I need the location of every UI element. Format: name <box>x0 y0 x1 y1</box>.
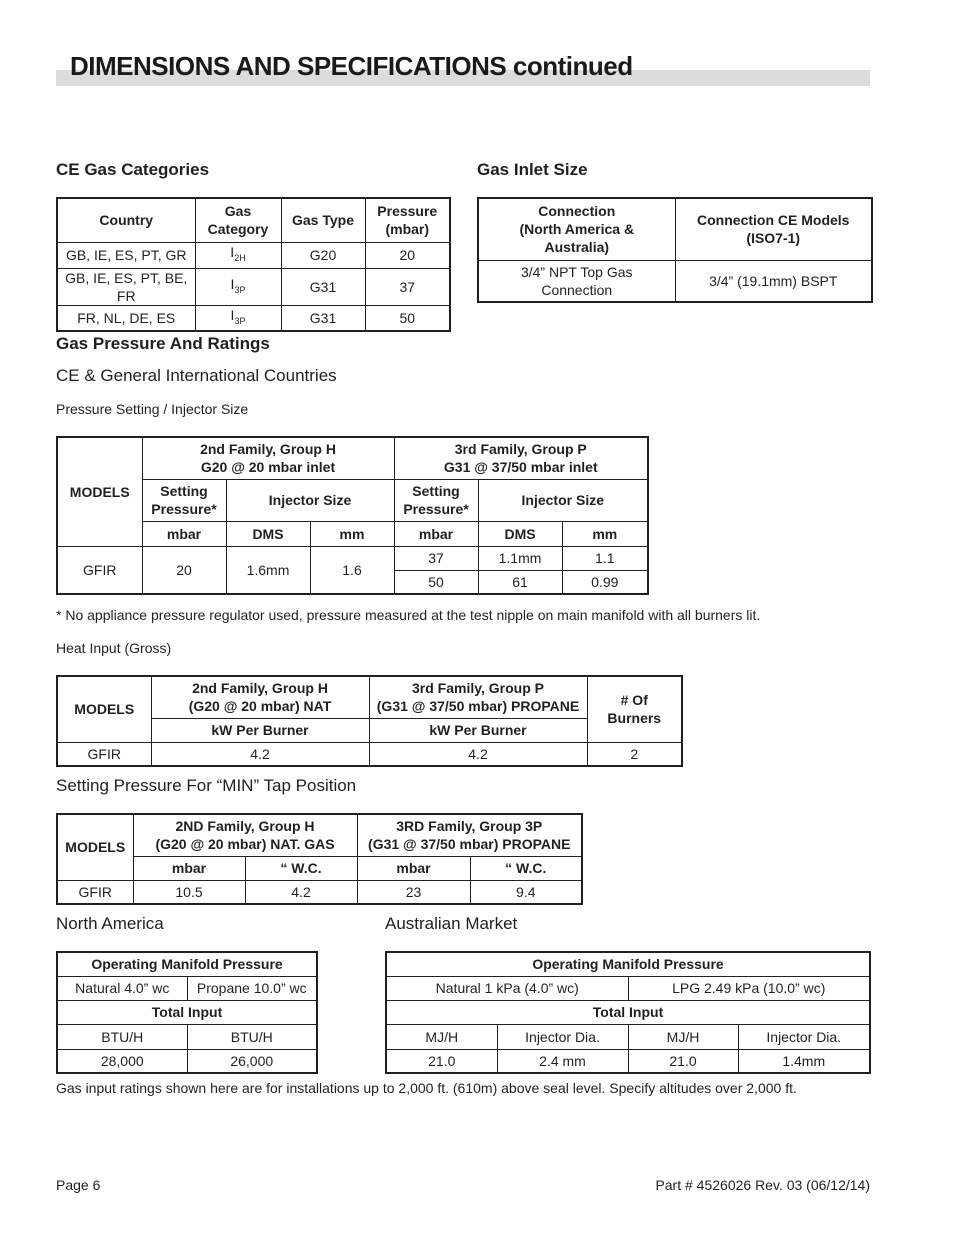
model-cell: GFIR <box>57 742 151 766</box>
subheader-row <box>57 479 648 521</box>
header-total-input: Total Input <box>386 1000 870 1024</box>
min-header-row <box>57 814 582 856</box>
header-3rd-family: 3rd Family, Group P G31 @ 37/50 mbar inlet <box>394 437 648 479</box>
fam3-mm-cell: 1.1 <box>562 546 648 570</box>
part-number: Part # 4526026 Rev. 03 (06/12/14) <box>655 1177 870 1193</box>
fam3-kw-cell: 4.2 <box>369 742 587 766</box>
table-row <box>57 268 450 305</box>
pressure-injector-table <box>56 436 649 595</box>
header-kw-per-burner: kW Per Burner <box>151 718 369 742</box>
table-row <box>57 742 682 766</box>
pressure-cell: 50 <box>365 305 450 331</box>
column-label-cell: MJ/H <box>628 1024 738 1049</box>
value-cell: 28,000 <box>57 1049 187 1073</box>
connection-ce-cell: 3/4” (19.1mm) BSPT <box>675 260 872 302</box>
table-row <box>57 880 582 904</box>
fam3-mm-cell: 0.99 <box>562 570 648 594</box>
value-cell: 1.4mm <box>738 1049 870 1073</box>
min-tap-heading: Setting Pressure For “MIN” Tap Position <box>56 776 357 795</box>
fam3-mbar-cell: 50 <box>394 570 478 594</box>
unit-mm: mm <box>310 521 394 546</box>
unit-mm: mm <box>562 521 648 546</box>
total-input-row <box>386 1000 870 1024</box>
connection-na-cell: 3/4” NPT Top Gas Connection <box>478 260 675 302</box>
header-models: MODELS <box>57 814 133 880</box>
australia-table <box>385 951 871 1074</box>
value-cell: 9.4 <box>470 880 582 904</box>
propane-cell: Propane 10.0” wc <box>187 976 317 1000</box>
footnote: * No appliance pressure regulator used, pressure measured at the test nipple on main manifold with all burners lit. <box>56 607 761 623</box>
heat-input-heading: Heat Input (Gross) <box>56 640 172 656</box>
header-injector-size: Injector Size <box>478 479 648 521</box>
gas-type-cell: G20 <box>281 242 365 268</box>
total-input-row <box>57 1000 317 1024</box>
value-cell: 10.5 <box>133 880 245 904</box>
gas-pressure-heading: Gas Pressure And Ratings <box>56 334 270 353</box>
table-row <box>57 1049 317 1073</box>
min-tap-table <box>56 813 583 905</box>
australia-heading: Australian Market <box>385 914 518 933</box>
unit-wc: “ W.C. <box>245 856 357 880</box>
value-cell: 21.0 <box>386 1049 497 1073</box>
model-cell: GFIR <box>57 546 142 594</box>
gas-inlet-header-row <box>478 198 872 260</box>
unit-mbar: mbar <box>133 856 245 880</box>
family-header-row <box>57 437 648 479</box>
unit-mbar: mbar <box>142 521 226 546</box>
header-models: MODELS <box>57 676 151 742</box>
header-3rd-family: 3rd Family, Group P (G31 @ 37/50 mbar) PROPANE <box>369 676 587 718</box>
column-label-cell: Injector Dia. <box>497 1024 628 1049</box>
country-cell: GB, IE, ES, PT, BE, FR <box>57 268 195 305</box>
gas-category-cell: $I_{2H}$ <box>195 242 281 268</box>
table-row <box>478 260 872 302</box>
table-row <box>386 1049 870 1073</box>
header-connection-na: Connection (North America & Australia) <box>478 198 675 260</box>
gas-inlet-table <box>477 197 873 303</box>
natural-cell: Natural 1 kPa (4.0” wc) <box>386 976 628 1000</box>
unit-wc: “ W.C. <box>470 856 582 880</box>
header-gas-category: Gas Category <box>195 198 281 242</box>
fam2-dms-cell: 1.6mm <box>226 546 310 594</box>
fam2-mbar-cell: 20 <box>142 546 226 594</box>
lpg-cell: LPG 2.49 kPa (10.0” wc) <box>628 976 870 1000</box>
btu-cell: BTU/H <box>187 1024 317 1049</box>
header-2nd-family: 2nd Family, Group H G20 @ 20 mbar inlet <box>142 437 394 479</box>
table-row <box>57 305 450 331</box>
omp-row <box>57 952 317 976</box>
table-row <box>57 242 450 268</box>
pressure-cell: 37 <box>365 268 450 305</box>
gas-category-cell: $I_{3P}$ <box>195 268 281 305</box>
header-injector-size: Injector Size <box>226 479 394 521</box>
ce-gas-table <box>56 197 451 332</box>
fam2-mm-cell: 1.6 <box>310 546 394 594</box>
header-models: MODELS <box>57 437 142 546</box>
header-connection-ce: Connection CE Models (ISO7-1) <box>675 198 872 260</box>
fam3-dms-cell: 1.1mm <box>478 546 562 570</box>
btu-cell: BTU/H <box>57 1024 187 1049</box>
country-cell: FR, NL, DE, ES <box>57 305 195 331</box>
units-row <box>57 521 648 546</box>
header-3rd-family: 3RD Family, Group 3P (G31 @ 37/50 mbar) PROPANE <box>357 814 582 856</box>
value-cell: 26,000 <box>187 1049 317 1073</box>
unit-dms: DMS <box>478 521 562 546</box>
burners-cell: 2 <box>587 742 682 766</box>
fam2-kw-cell: 4.2 <box>151 742 369 766</box>
pressure-cell: 20 <box>365 242 450 268</box>
ce-gas-header-row <box>57 198 450 242</box>
ce-international-heading: CE & General International Countries <box>56 366 337 385</box>
header-country: Country <box>57 198 195 242</box>
north-america-table <box>56 951 318 1074</box>
natural-cell: Natural 4.0” wc <box>57 976 187 1000</box>
ce-gas-heading: CE Gas Categories <box>56 160 210 179</box>
header-pressure: Pressure (mbar) <box>365 198 450 242</box>
gas-type-cell: G31 <box>281 305 365 331</box>
column-label-cell: MJ/H <box>386 1024 497 1049</box>
omp-row <box>386 952 870 976</box>
min-units-row <box>57 856 582 880</box>
fam3-mbar-cell: 37 <box>394 546 478 570</box>
header-operating-manifold-pressure: Operating Manifold Pressure <box>57 952 317 976</box>
header-setting-pressure: Setting Pressure* <box>394 479 478 521</box>
table-row <box>57 976 317 1000</box>
heat-header-row <box>57 676 682 718</box>
header-2nd-family: 2ND Family, Group H (G20 @ 20 mbar) NAT. GAS <box>133 814 357 856</box>
fam3-dms-cell: 61 <box>478 570 562 594</box>
value-cell: 23 <box>357 880 470 904</box>
table-row <box>386 1024 870 1049</box>
header-setting-pressure: Setting Pressure* <box>142 479 226 521</box>
header-operating-manifold-pressure: Operating Manifold Pressure <box>386 952 870 976</box>
gas-inlet-heading: Gas Inlet Size <box>477 160 588 179</box>
unit-mbar: mbar <box>394 521 478 546</box>
pressure-setting-heading: Pressure Setting / Injector Size <box>56 401 249 417</box>
page-number: Page 6 <box>56 1177 101 1193</box>
gas-type-cell: G31 <box>281 268 365 305</box>
column-label-cell: Injector Dia. <box>738 1024 870 1049</box>
altitude-note: Gas input ratings shown here are for installations up to 2,000 ft. (610m) above seal level. Specify altitudes over 2,000 ft. <box>56 1080 797 1096</box>
table-row <box>386 976 870 1000</box>
header-gas-type: Gas Type <box>281 198 365 242</box>
unit-mbar: mbar <box>357 856 470 880</box>
header-burners: # Of Burners <box>587 676 682 742</box>
page-title: DIMENSIONS AND SPECIFICATIONS continued <box>70 51 633 81</box>
country-cell: GB, IE, ES, PT, GR <box>57 242 195 268</box>
header-kw-per-burner: kW Per Burner <box>369 718 587 742</box>
header-2nd-family: 2nd Family, Group H (G20 @ 20 mbar) NAT <box>151 676 369 718</box>
gas-category-cell: $I_{3P}$ <box>195 305 281 331</box>
north-america-heading: North America <box>56 914 164 933</box>
value-cell: 21.0 <box>628 1049 738 1073</box>
table-row <box>57 546 648 570</box>
value-cell: 4.2 <box>245 880 357 904</box>
unit-dms: DMS <box>226 521 310 546</box>
table-row <box>57 1024 317 1049</box>
value-cell: 2.4 mm <box>497 1049 628 1073</box>
heat-input-table <box>56 675 683 767</box>
header-total-input: Total Input <box>57 1000 317 1024</box>
model-cell: GFIR <box>57 880 133 904</box>
